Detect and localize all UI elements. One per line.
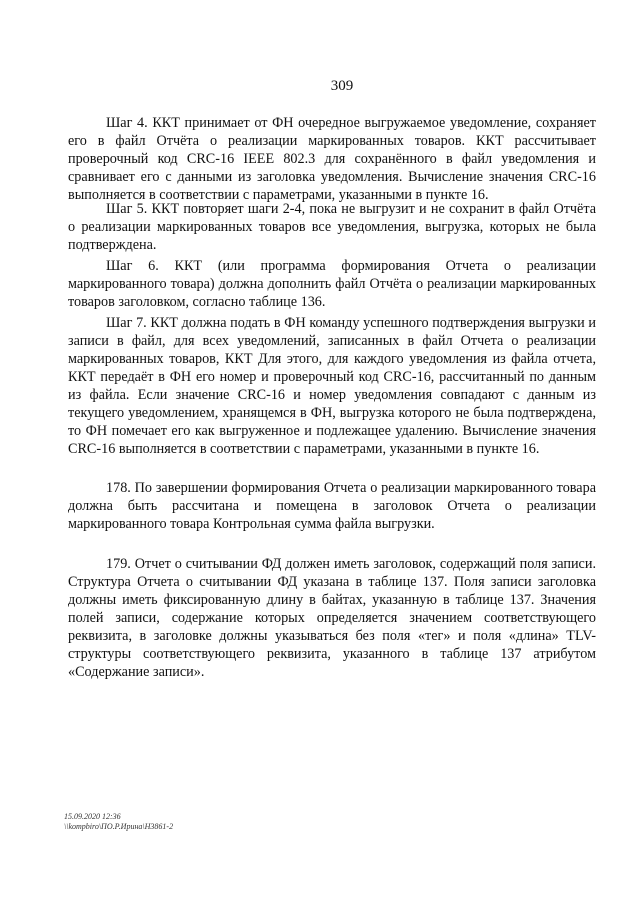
- page-number: 309: [330, 78, 354, 94]
- print-footer: [64, 812, 173, 832]
- paragraph-step-4: Шаг 4. ККТ принимает от ФН очередное выгружаемое уведомление, сохраняет его в файл Отчёта о реализации маркированных товаров. ККТ рассчитывает проверочный код CRC-16 IEEE 802.3 для сохранённого в файл уведомления и сравнивает его с данными из заголовка уведомления. Вычисление значения CRC-16 выполняется в соответствии с параметрами, указанными в пункте 16.: [68, 115, 596, 203]
- paragraph-179: 179. Отчет о считывании ФД должен иметь заголовок, содержащий поля записи. Структура Отчета о считывании ФД указана в таблице 137. Поля записи заголовка должны иметь фиксированную длину в байтах, указанную в таблице 137. Значения полей записи, содержание которых определяется значением соответствующего реквизита, в заголовке должны указываться без поля «тег» и поля «длина» TLV-структуры соответствующего реквизита, указанного в таблице 137 атрибутом «Содержание записи».: [68, 556, 596, 680]
- paragraph-step-7: Шаг 7. ККТ должна подать в ФН команду успешного подтверждения выгрузки и записи в файл, для всех уведомлений, записанных в файл Отчета о реализации маркированных товаров, ККТ Для этого, для каждого уведомления из файла отчета, ККТ передаёт в ФН его номер и проверочный код CRC-16, рассчитанный по данным из файла. Если значение CRC-16 и номер уведомления совпадают с данным из текущего уведомлением, хранящемся в ФН, выгрузка которого не была подтверждена, то ФН помечает его как выгруженное и подлежащее удалению. Вычисление значения CRC-16 выполняется в соответствии с параметрами, указанными в пункте 16.: [68, 315, 596, 457]
- footer-timestamp: 15.09.2020 12:36: [64, 812, 121, 821]
- paragraph-step-5: Шаг 5. ККТ повторяет шаги 2-4, пока не выгрузит и не сохранит в файл Отчёта о реализации маркированных товаров все уведомления, выгрузка, которых не была подтверждена.: [68, 201, 596, 253]
- paragraph-178: 178. По завершении формирования Отчета о реализации маркированного товара должна быть рассчитана и помещена в заголовок Отчета о реализации маркированного товара Контрольная сумма файла выгрузки.: [68, 480, 596, 532]
- paragraph-step-6: Шаг 6. ККТ (или программа формирования Отчета о реализации маркированного товара) должна дополнить файл Отчёта о реализации маркированных товаров заголовком, согласно таблице 136.: [68, 258, 596, 310]
- footer-file-path: \\kompbiro\ПО.Р.Ирина\Н3861-2: [64, 822, 174, 831]
